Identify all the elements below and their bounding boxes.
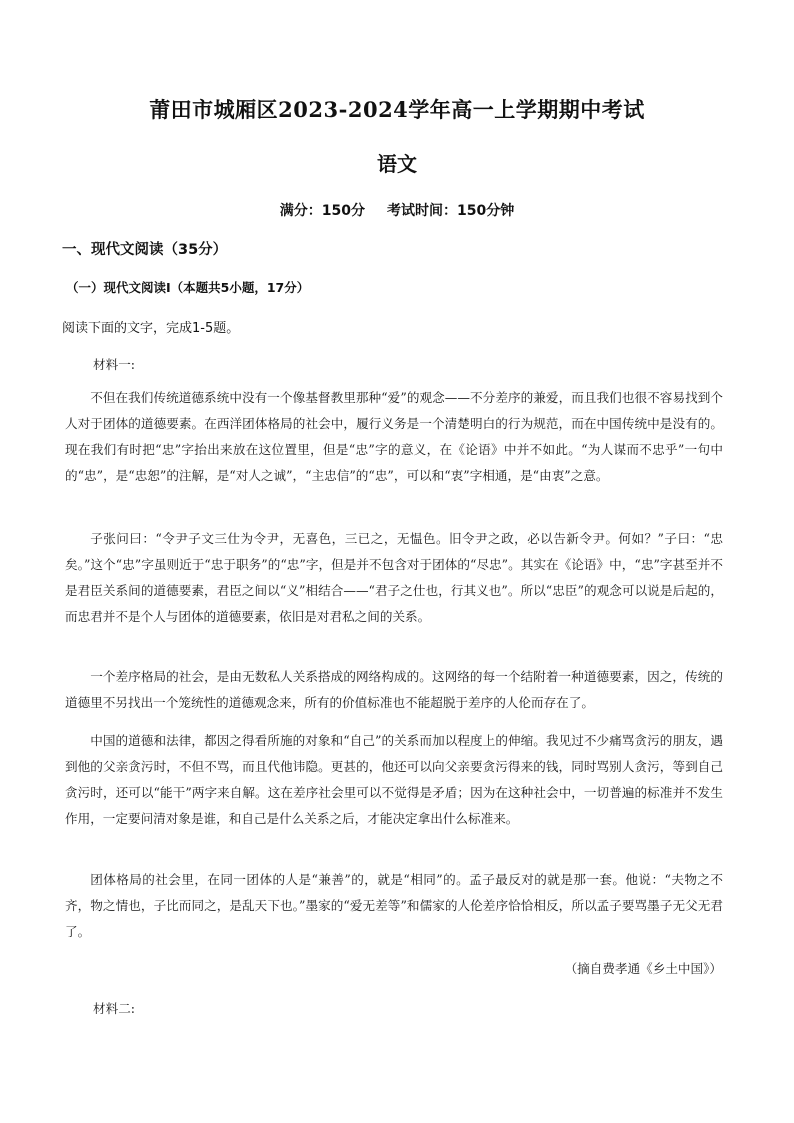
- subject-title: 语文: [377, 152, 417, 176]
- full-score: 满分：150分: [279, 203, 365, 219]
- reading-instruction: 阅读下面的文字，完成1-5题。: [62, 321, 240, 336]
- passage-paragraph: 子张问曰：“令尹子文三仕为令尹，无喜色，三已之，无愠色。旧令尹之政，必以告新令尹。何如？”子曰：“忠矣。”这个“忠”字虽则近于“忠于职务”的“忠”字，但是并不包含对于团体的“尽忠”。其实在《论语》中，“忠”字甚至并不是君臣关系间的道德要素，君臣之间以“义”相结合——“君子之仕也，行其义也”。所以“忠臣”的观念可以说是后起的，而忠君并不是个人与团体的道德要素，依旧是对君私之间的关系。: [65, 531, 723, 624]
- exam-time: 考试时间：150分钟: [387, 203, 515, 219]
- section-heading: 一、现代文阅读（35分）: [62, 242, 228, 258]
- source-citation: （摘自费孝通《乡土中国》）: [564, 961, 722, 976]
- subsection-heading: （一）现代文阅读Ⅰ（本题共5小题，17分）: [66, 280, 310, 295]
- passage-paragraph: 团体格局的社会里，在同一团体的人是“兼善”的，就是“相同”的。孟子最反对的就是那一套。他说：“夫物之不齐，物之情也，子比而同之，是乱天下也。”墨家的“爱无差等”和儒家的人伦差序恰恰相反，所以孟子要骂墨子无父无君了。: [65, 872, 723, 939]
- passage-paragraph: 一个差序格局的社会，是由无数私人关系搭成的网络构成的。这网络的每一个结附着一种道德要素，因之，传统的道德里不另找出一个笼统性的道德观念来，所有的价值标准也不能超脱于差序的人伦而存在了。: [65, 669, 723, 710]
- passage-paragraph: 不但在我们传统道德系统中没有一个像基督教里那种“爱”的观念——不分差序的兼爱，而且我们也很不容易找到个人对于团体的道德要素。在西洋团体格局的社会中，履行义务是一个清楚明白的行为规范，而在中国传统中是没有的。现在我们有时把“忠”字抬出来放在这位置里，但是“忠”字的意义，在《论语》中并不如此。“为人谋而不忠乎”一句中的“忠”，是“忠恕”的注解，是“对人之诚”，“主忠信”的“忠”，可以和“衷”字相通，是“由衷”之意。: [65, 390, 723, 483]
- passage-paragraph: 中国的道德和法律，都因之得看所施的对象和“自己”的关系而加以程度上的伸缩。我见过不少痛骂贪污的朋友，遇到他的父亲贪污时，不但不骂，而且代他讳隐。更甚的，他还可以向父亲要贪污得来的钱，同时骂别人贪污，等到自己贪污时，还可以“能干”两字来自解。这在差序社会里可以不觉得是矛盾；因为在这种社会中，一切普遍的标准并不发生作用，一定要问清对象是谁，和自己是什么关系之后，才能决定拿出什么标准来。: [65, 733, 723, 826]
- material-one-label: 材料一:: [93, 357, 136, 372]
- exam-title: 莆田市城厢区2023-2024学年高一上学期期中考试: [149, 97, 645, 122]
- exam-meta: [0, 200, 794, 220]
- material-two-label: 材料二:: [93, 1001, 136, 1016]
